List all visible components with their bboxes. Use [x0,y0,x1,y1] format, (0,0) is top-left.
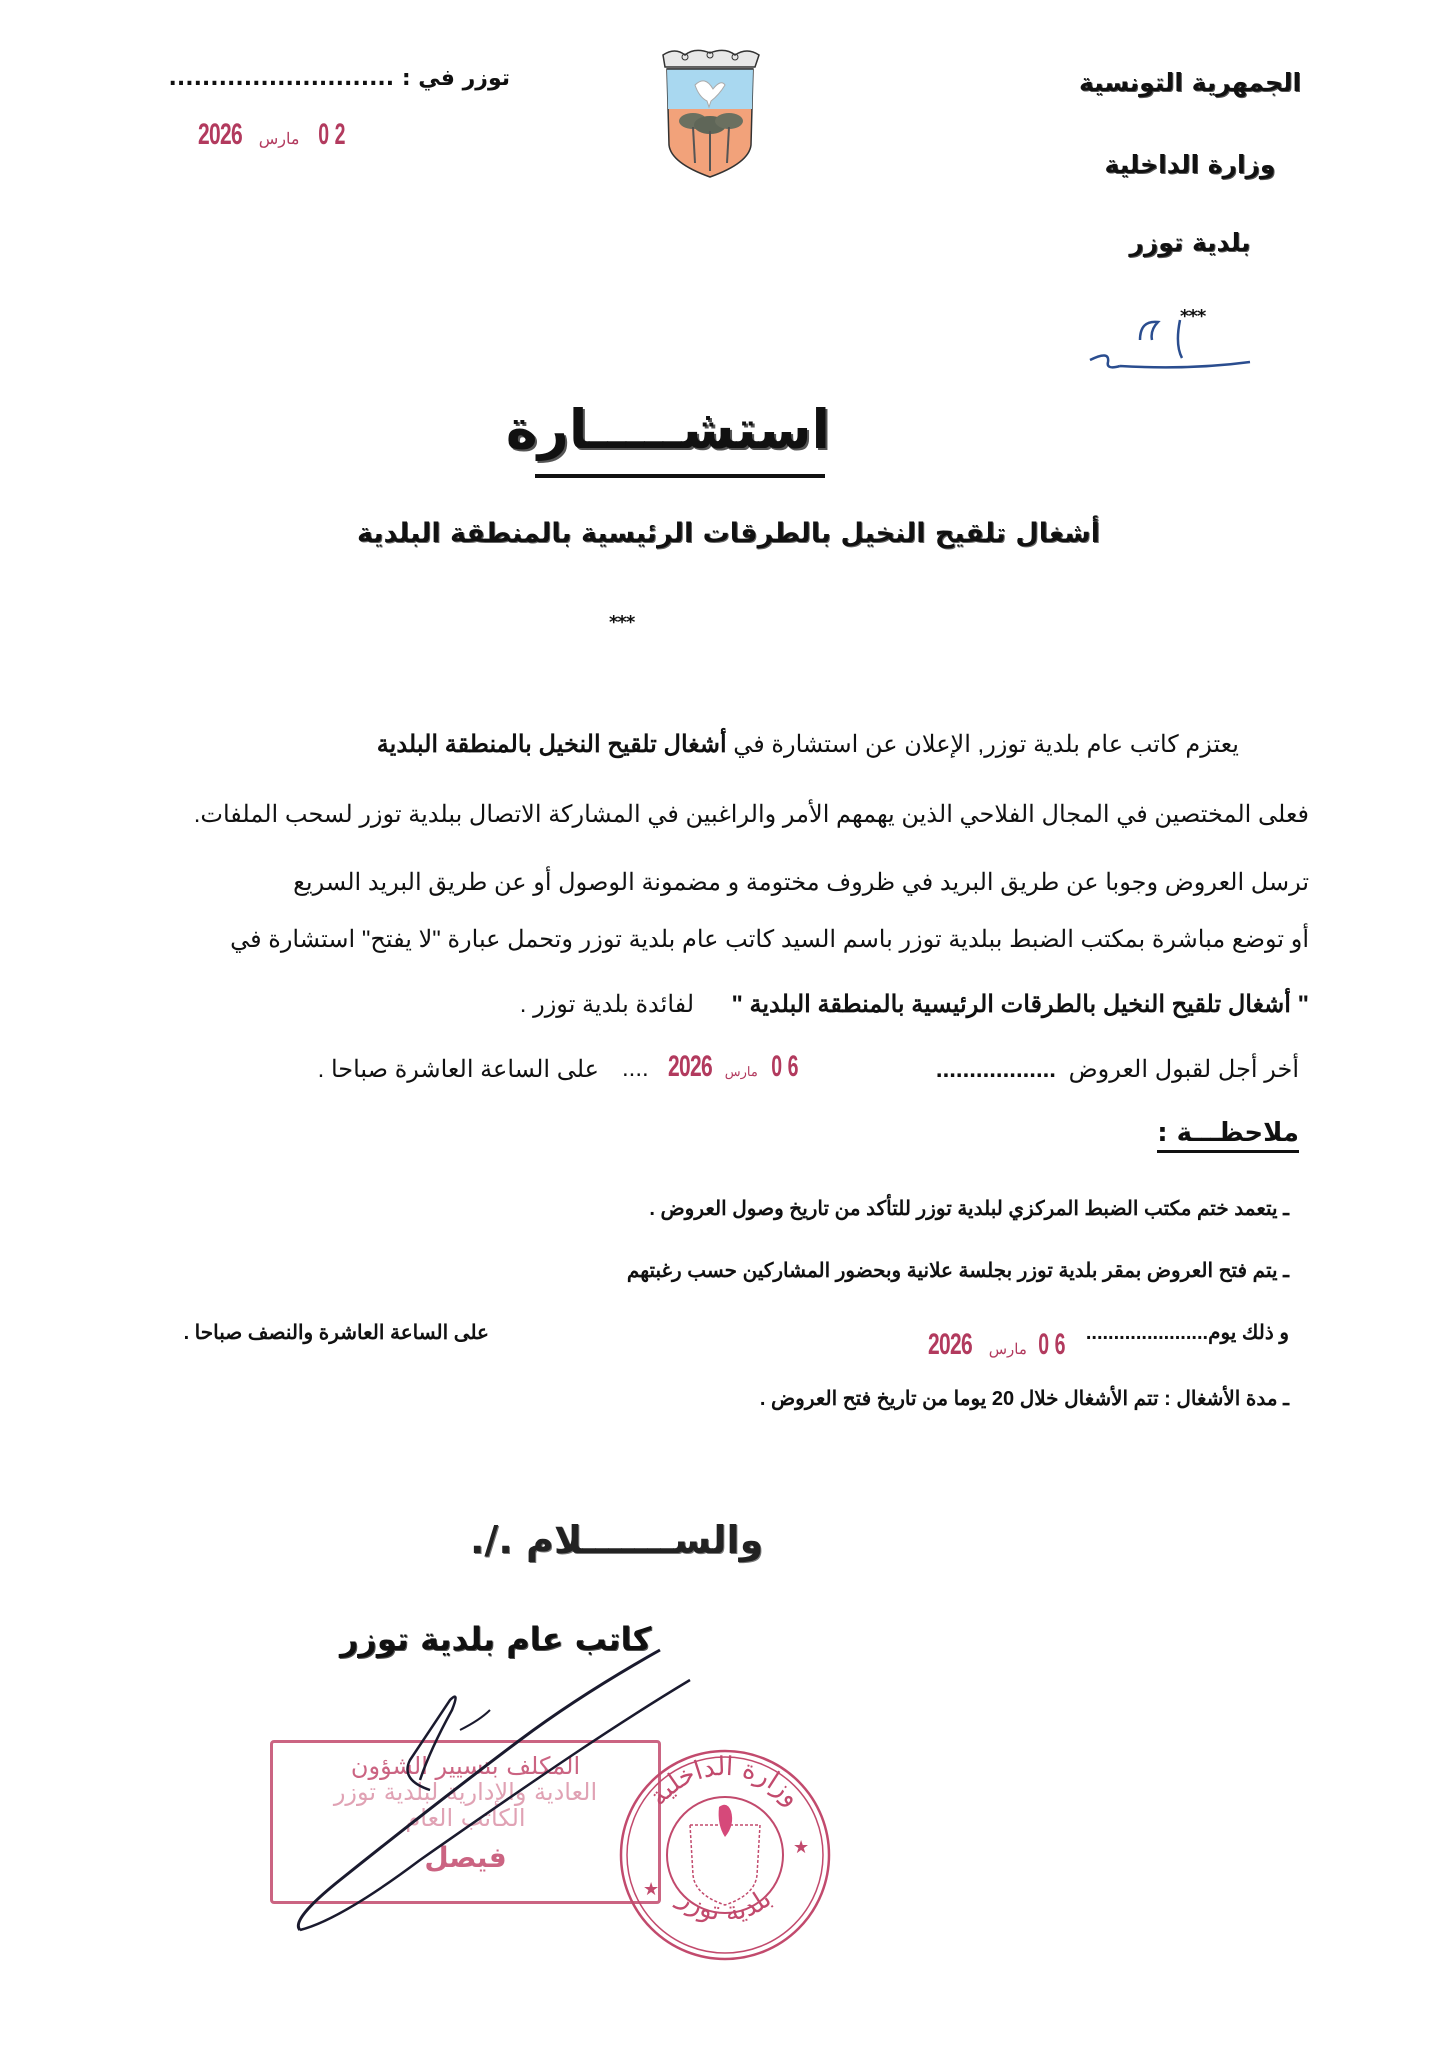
body-line-1 [377,730,1239,759]
body-line-1-text: يعتزم كاتب عام بلدية توزر, الإعلان عن استشارة في [726,731,1239,758]
issue-stamp-day: 0 2 [318,118,346,151]
notes-heading: ملاحظـــة : [1157,1118,1299,1153]
opening-stamp-year: 2026 [928,1328,972,1361]
handwritten-reference-mark [1080,300,1280,380]
rect-stamp-line-1: المكلف بتسيير الشؤون [350,1752,581,1780]
deadline-stamp-year: 2026 [668,1050,712,1083]
document-title: استشـــــارة [505,398,830,461]
body-line-5-rest: لفائدة بلدية توزر . [519,991,695,1018]
deadline-date-stamp [668,1050,806,1084]
republic-name: الجمهرية التونسية [1078,68,1302,97]
rect-stamp-name: فيصل [424,1841,507,1874]
title-underline [535,474,825,478]
consultation-subject: أشغال تلقيح النخيل بالطرقات الرئيسية بالمنطقة البلدية [357,518,1100,549]
opening-time: على الساعة العاشرة والنصف صباحا . [183,1322,489,1344]
reference-stars: *** [1180,306,1206,327]
opening-stamp-day: 0 6 [1038,1328,1066,1361]
rect-stamp-line-3: الكاتب العام [405,1804,526,1832]
opening-stamp-month: مارس [988,1341,1027,1358]
body-line-4: أو توضع مباشرة بمكتب الضبط ببلدية توزر باسم السيد كاتب عام بلدية توزر وتحمل عبارة "لا يفتح" استشارة في [230,926,1309,953]
place-date-dots: ........................... [168,66,395,91]
municipality-name: بلدية توزر [1129,228,1251,257]
municipal-emblem-icon [655,45,765,185]
separator-stars: *** [609,612,635,633]
issue-stamp-year: 2026 [198,118,242,151]
place-label: توزر في : [401,66,510,91]
deadline-stamp-day: 0 6 [771,1050,799,1083]
handwritten-signature [280,1640,720,1940]
signatory-title: كاتب عام بلدية توزر [340,1620,652,1658]
deadline-label: أخر أجل لقبول العروض [1068,1056,1299,1083]
works-duration: ـ مدة الأشغال : تتم الأشغال خلال 20 يوما من تاريخ فتح العروض . [759,1388,1289,1410]
opening-line [1086,1320,1289,1345]
deadline-time: على الساعة العاشرة صباحا . [317,1056,599,1083]
note-item-1: ـ يتعمد ختم مكتب الضبط المركزي لبلدية توزر للتأكد من تاريخ وصول العروض . [649,1198,1289,1220]
issue-date-stamp [198,118,353,152]
opening-date-stamp [928,1328,1073,1362]
deadline-dots: .................. [935,1056,1056,1083]
round-seal-star-right: ★ [793,1837,810,1858]
body-line-5-bold: " أشغال تلقيح النخيل بالطرقات الرئيسية بالمنطقة البلدية " [731,991,1309,1018]
body-line-3: ترسل العروض وجوبا عن طريق البريد في ظروف مختومة و مضمونة الوصول أو عن طريق البريد السريع [293,869,1309,896]
place-and-date-line [168,66,510,91]
body-line-2: فعلى المختصين في المجال الفلاحي الذين يهمهم الأمر والراغبين في المشاركة الاتصال ببلدية توزر لسحب الملفات. [193,801,1309,828]
issue-stamp-month: مارس [258,131,300,148]
body-line-1-bold: أشغال تلقيح النخيل بالمنطقة البلدية [376,731,727,758]
opening-dots: ...................... [1085,1322,1209,1344]
closing-salutation: والســـــــلام ./. [470,1518,764,1562]
ministry-name: وزارة الداخلية [1104,150,1276,179]
deadline-dots-end: .... [622,1055,649,1082]
round-seal-bottom-text: بلدية توزر [672,1883,778,1928]
deadline-line [936,1055,1299,1084]
rect-stamp-line-2: العادية والإدارية لبلدية توزر [333,1778,598,1806]
note-item-2: ـ يتم فتح العروض بمقر بلدية توزر بجلسة علانية وبحضور المشاركين حسب رغبتهم [626,1260,1289,1282]
round-seal-top-text: وزارة الداخلية [643,1751,807,1812]
deadline-stamp-month: مارس [724,1064,758,1079]
opening-prefix: و ذلك يوم [1208,1322,1289,1344]
round-seal-star-left: ★ [643,1879,660,1900]
body-line-5 [520,990,1309,1019]
